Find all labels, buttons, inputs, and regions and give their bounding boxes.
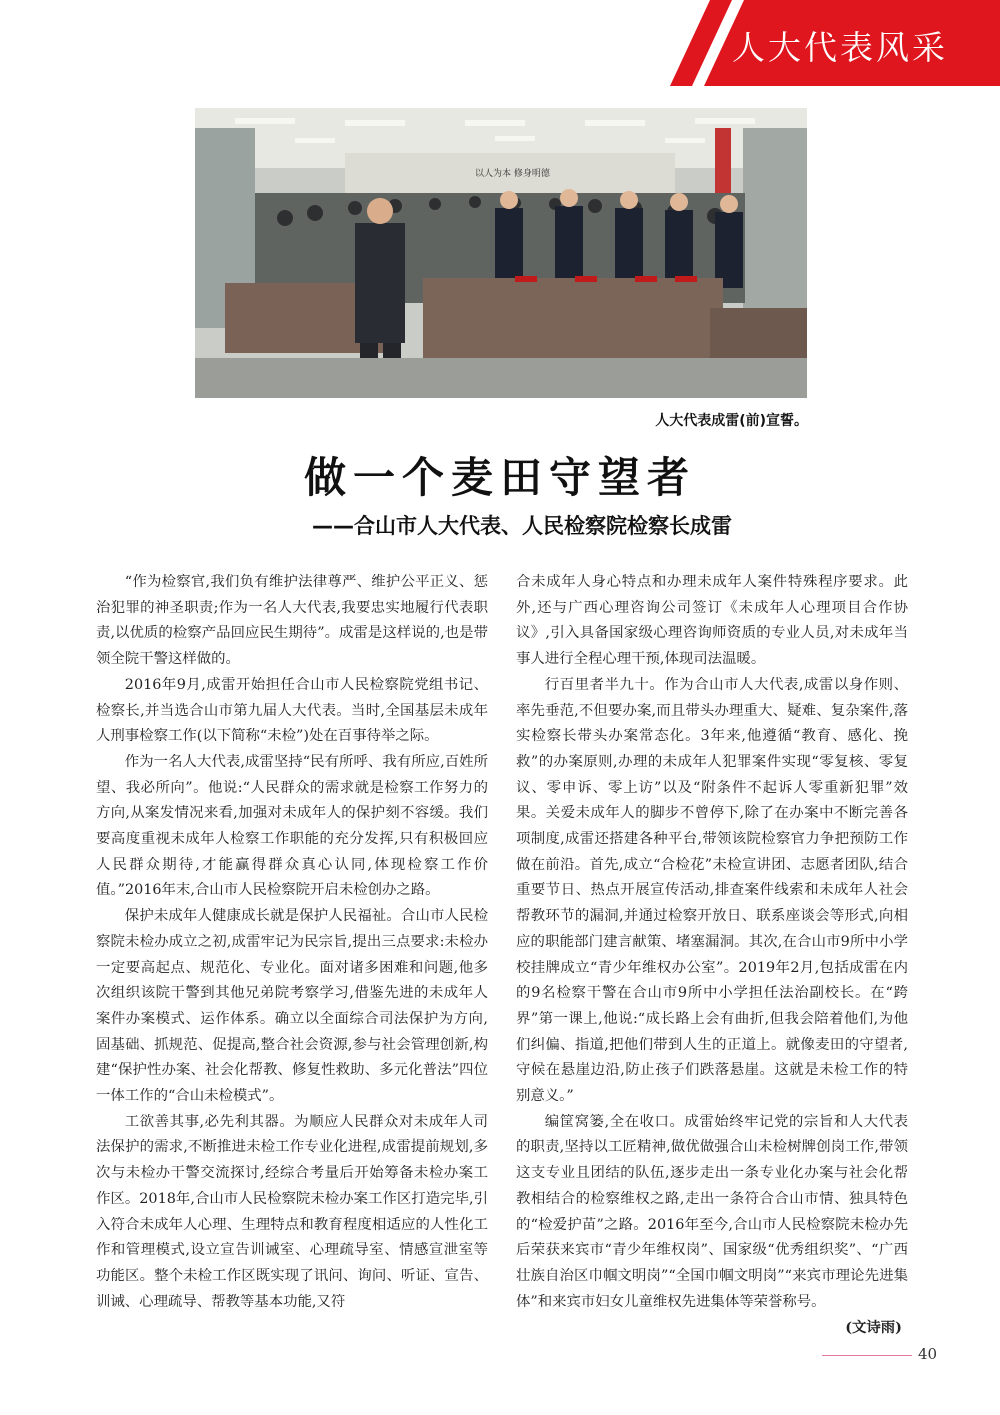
paragraph: 行百里者半九十。作为合山市人大代表,成雷以身作则、率先垂范,不但要办案,而且带头办理重大、疑难、复杂案件,落实检察长带头办案常态化。3年来,他遵循“教育、感化、挽救”的办案原则,办理的未成年人犯罪案件实现“零复核、零复议、零申诉、零上访”以及“附条件不起诉人零重新犯罪”效果。关爱未成年人的脚步不曾停下,除了在办案中不断完善各项制度,成雷还搭建各种平台,带领该院检察官力争把预防工作做在前沿。首先,成立“合检花”未检宣讲团、志愿者团队,结合重要节日、热点开展宣传活动,排查案件线索和未成年人社会帮教环节的漏洞,并通过检察开放日、联系座谈会等形式,向相应的职能部门建言献策、堵塞漏洞。其次,在合山市9所中小学校挂牌成立“青少年维权办公室”。2019年2月,包括成雷在内的9名检察干警在合山市9所中小学担任法治副校长。在“跨界”第一课上,他说:“成长路上会有曲折,但我会陪着他们,为他们纠偏、指道,把他们带到人生的正道上。就像麦田的守望者,守候在悬崖边沿,防止孩子们跌落悬崖。这就是未检工作的特别意义。” <box>516 676 908 1105</box>
author-credit: (文诗雨) <box>845 1319 902 1337</box>
paragraph: 编筐窝篓,全在收口。成雷始终牢记党的宗旨和人大代表的职责,坚持以工匠精神,做优做强合山未检树牌创岗工作,带领这支专业且团结的队伍,逐步走出一条专业化办案与社会化帮教相结合的检察维权之路,走出一条符合合山市情、独具特色的“检爱护苗”之路。2016年至今,合山市人民检察院未检办先后荣获来宾市“青少年维权岗”、国家级“优秀组织奖”、“广西壮族自治区巾帼文明岗”“全国巾帼文明岗”“来宾市理论先进集体”和来宾市妇女儿童维权先进集体等荣誉称号。 <box>516 1113 908 1310</box>
paragraph-continued: 合未成年人身心特点和办理未成年人案件特殊程序要求。此外,还与广西心理咨询公司签订《未成年人心理项目合作协议》,引入具备国家级心理咨询师资质的专业人员,对未成年当事人进行全程心理干预,体现司法温暖。 <box>516 574 908 668</box>
section-banner-label: 人大代表风采 <box>732 28 948 67</box>
article-column-left <box>96 570 488 1315</box>
wall-banner-text: 以人为本 修身明德 <box>475 169 550 179</box>
page-number: 40 <box>918 1345 938 1363</box>
section-banner <box>670 0 1000 86</box>
article-column-right <box>516 570 908 1341</box>
paragraph: “作为检察官,我们负有维护法律尊严、维护公平正义、惩治犯罪的神圣职责;作为一名人大代表,我要忠实地履行代表职责,以优质的检察产品回应民生期待”。成雷是这样说的,也是带领全院干警这样做的。 <box>96 574 488 668</box>
oath-ceremony-photo <box>195 108 807 398</box>
paragraph: 工欲善其事,必先利其器。为顺应人民群众对未成年人司法保护的需求,不断推进未检工作专业化进程,成雷提前规划,多次与未检办干警交流探讨,经综合考量后开始筹备未检办案工作区。2018年,合山市人民检察院未检办案工作区打造完毕,引入符合未成年人心理、生理特点和教育程度相适应的人性化工作和管理模式,设立宣告训诫室、心理疏导室、情感宣泄室等功能区。整个未检工作区既实现了讯问、询问、听证、宣告、训诫、心理疏导、帮教等基本功能,又符 <box>96 1113 488 1310</box>
paragraph: 保护未成年人健康成长就是保护人民福祉。合山市人民检察院未检办成立之初,成雷牢记为民宗旨,提出三点要求:未检办一定要高起点、规范化、专业化。面对诸多困难和问题,他多次组织该院干警到其他兄弟院考察学习,借鉴先进的未成年人案件办案模式、运作体系。确立以全面综合司法保护为方向,固基础、抓规范、促提高,整合社会资源,参与社会管理创新,构建“保护性办案、社会化帮教、修复性救助、多元化普法”四位一体工作的“合山未检模式”。 <box>96 908 488 1105</box>
paragraph: 2016年9月,成雷开始担任合山市人民检察院党组书记、检察长,并当选合山市第九届人大代表。当时,全国基层未成年人刑事检察工作(以下简称“未检”)处在百事待举之际。 <box>96 676 488 745</box>
article-title: 做一个麦田守望者 <box>303 453 696 502</box>
paragraph: 作为一名人大代表,成雷坚持“民有所呼、我有所应,百姓所望、我必所向”。他说:“人民群众的需求就是检察工作努力的方向,从案发情况来看,加强对未成年人的保护刻不容缓。我们要高度重视未成年人检察工作职能的充分发挥,只有积极回应人民群众期待,才能赢得群众真心认同,体现检察工作价值。”2016年末,合山市人民检察院开启未检创办之路。 <box>96 753 488 899</box>
photo-caption: 人大代表成雷(前)宣誓。 <box>655 413 808 429</box>
footer-rule <box>822 1355 912 1356</box>
article-subtitle: ——合山市人大代表、人民检察院检察长成雷 <box>312 514 732 538</box>
